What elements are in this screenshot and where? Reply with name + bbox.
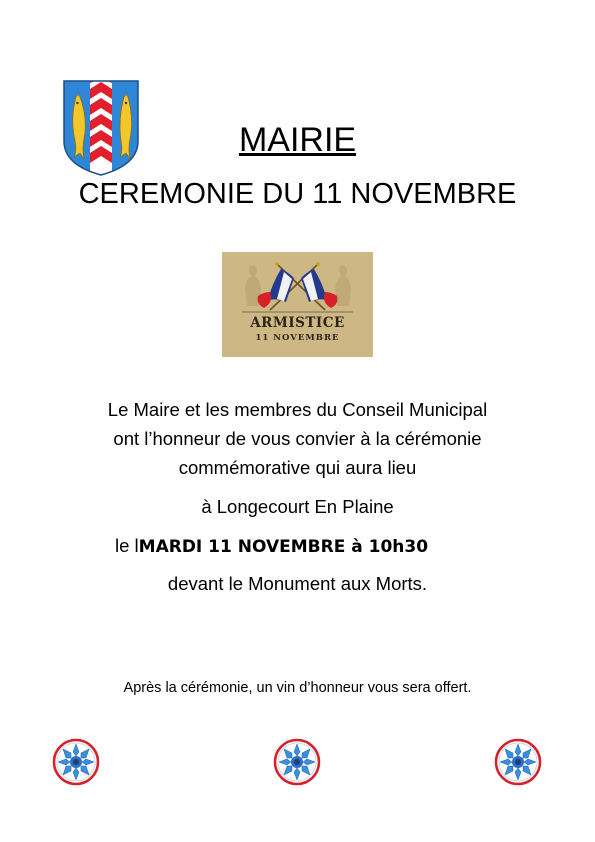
cornflower-icon [52,738,100,786]
event-date: MARDI 11 NOVEMBRE à 10h30 [138,537,429,557]
event-place: à Longecourt En Plaine [201,496,394,517]
date-prefix: le l [115,535,139,556]
event-date-line [115,532,428,561]
banner-subtitle: 11 NOVEMBRE [255,333,340,343]
armistice-banner [222,252,373,357]
page-title: MAIRIE [238,121,357,159]
cornflower-icon [494,738,542,786]
banner-title: ARMISTICE [250,315,345,331]
cornflower-icon [273,738,321,786]
invitation-line-2: ont l’honneur de vous convier à la cérémonie [113,428,482,449]
invitation-line-1: Le Maire et les membres du Conseil Municipal [107,399,488,420]
event-location: devant le Monument aux Morts. [167,573,428,594]
page-subtitle: CEREMONIE DU 11 NOVEMBRE [78,178,517,210]
invitation-line-3: commémorative qui aura lieu [178,457,417,478]
footer-note: Après la cérémonie, un vin d’honneur vous sera offert. [123,680,472,696]
